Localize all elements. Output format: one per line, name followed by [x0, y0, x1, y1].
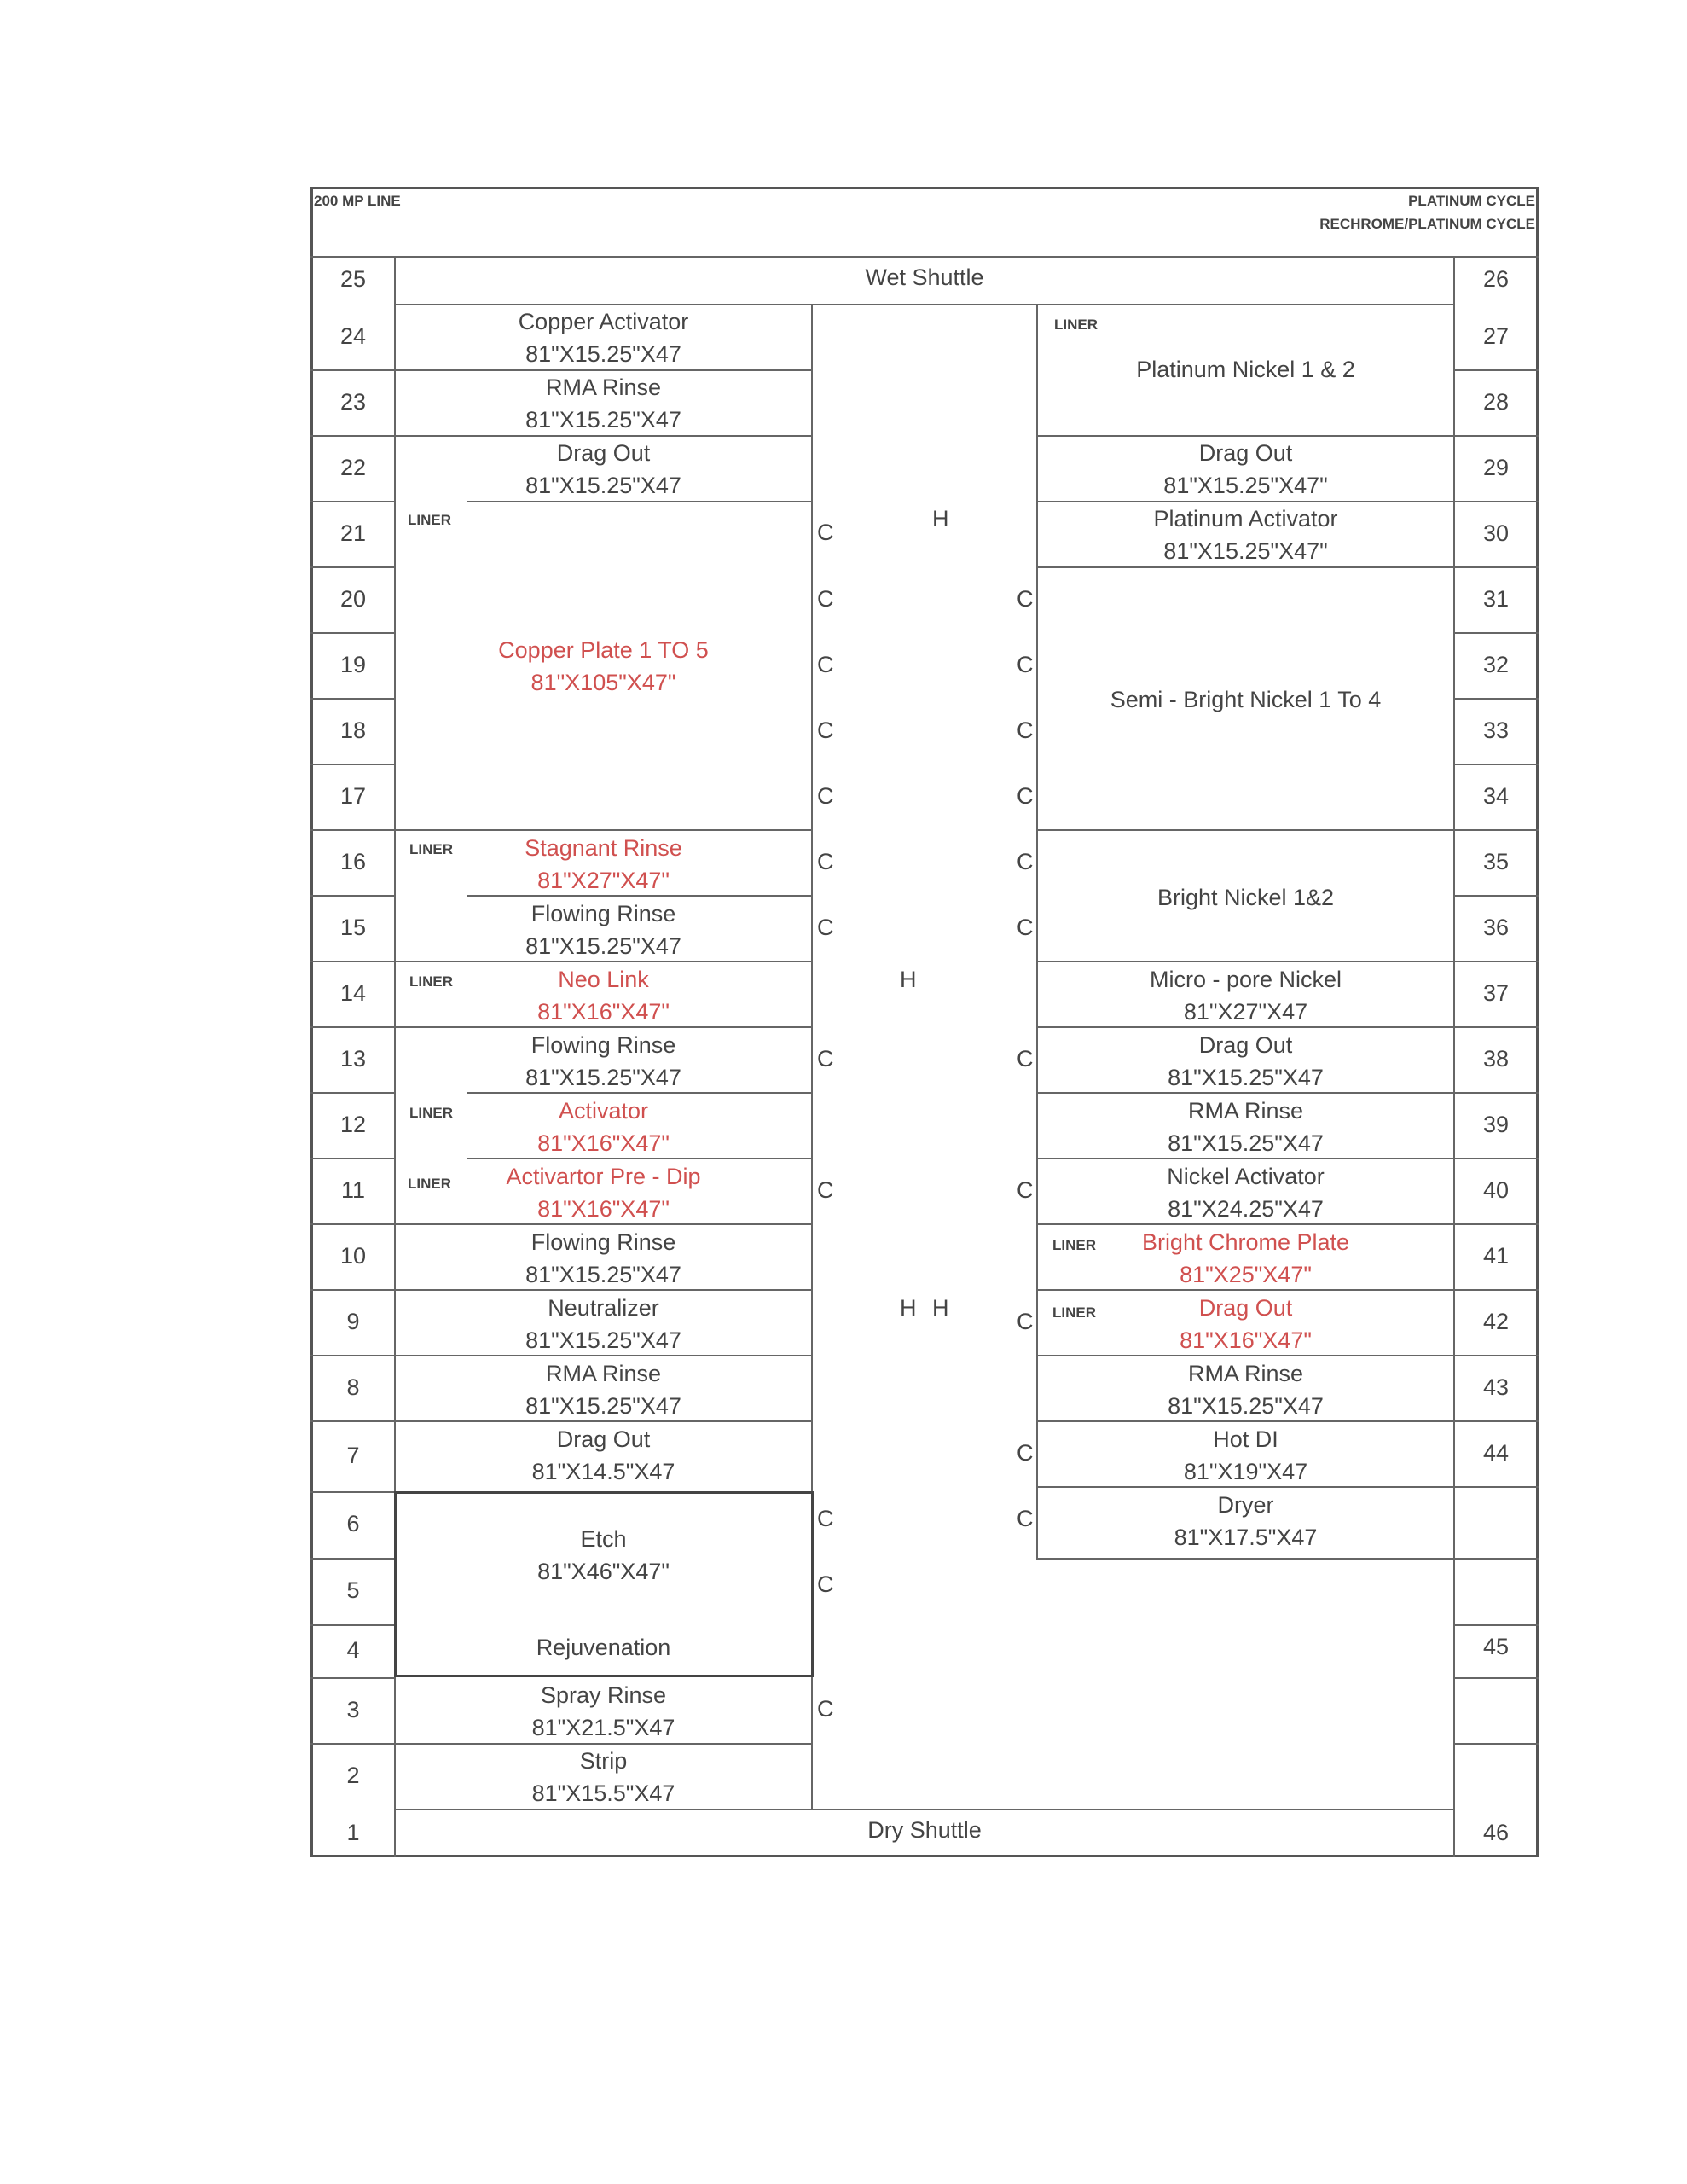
etch-box-top	[394, 1491, 813, 1494]
left-row-number: 14	[339, 979, 367, 1006]
left-tank-flowing-rinse-15: Flowing Rinse 81"X15.25"X47	[525, 901, 681, 959]
left-tank-activator-pre-dip: Activartor Pre - Dip 81"X16"X47"	[506, 1164, 701, 1222]
tank-divider	[394, 829, 813, 831]
tank-divider	[1036, 829, 1455, 831]
wet-shuttle: Wet Shuttle	[865, 264, 984, 290]
row-divider	[310, 764, 394, 765]
row-divider	[310, 501, 394, 502]
right-tank-rma-rinse-43: RMA Rinse 81"X15.25"X47	[1168, 1361, 1324, 1419]
right-row-number: 27	[1482, 322, 1510, 349]
right-tank-drag-out-29: Drag Out 81"X15.25"X47"	[1163, 440, 1328, 498]
right-row-number: 46	[1482, 1819, 1510, 1845]
c-marker: C	[817, 849, 834, 874]
right-row-number: 45	[1482, 1634, 1510, 1659]
liner-label-pre-dip: LINER	[408, 1176, 451, 1192]
h-marker: H	[900, 1295, 917, 1321]
left-tank-copper-plate: Copper Plate 1 TO 5 81"X105"X47"	[498, 637, 709, 695]
right-tank-platinum-nickel: Platinum Nickel 1 & 2	[1136, 357, 1355, 382]
c-marker: C	[817, 1506, 834, 1531]
liner-label-drag-out-42: LINER	[1052, 1304, 1096, 1321]
left-tank-spray-rinse: Spray Rinse 81"X21.5"X47	[531, 1682, 675, 1740]
header-divider	[310, 256, 1539, 258]
left-row-number: 9	[346, 1308, 360, 1334]
liner-label-platinum-nickel: LINER	[1054, 317, 1098, 333]
etch-box-bottom	[394, 1675, 813, 1677]
row-divider	[310, 1355, 394, 1356]
right-row-number: 37	[1482, 979, 1510, 1006]
left-row-number: 6	[346, 1511, 360, 1536]
right-row-number: 44	[1482, 1439, 1510, 1466]
row-divider	[310, 1624, 394, 1626]
right-tank-hot-di: Hot DI 81"X19"X47	[1183, 1426, 1308, 1484]
row-divider	[310, 1158, 394, 1159]
c-marker: C	[817, 520, 834, 545]
left-tank-rma-rinse-8: RMA Rinse 81"X15.25"X47	[525, 1361, 681, 1419]
row-divider	[1455, 961, 1539, 962]
row-divider	[1455, 1092, 1539, 1094]
c-marker: C	[817, 783, 834, 809]
tank-divider	[1036, 961, 1455, 962]
c-marker: C	[1017, 586, 1034, 612]
right-tank-micro-pore-nickel: Micro - pore Nickel 81"X27"X47	[1149, 967, 1342, 1025]
left-tank-activator: Activator 81"X16"X47"	[537, 1098, 670, 1156]
row-divider	[310, 1558, 394, 1560]
row-divider	[1455, 764, 1539, 765]
left-row-number: 17	[339, 782, 367, 809]
right-tank-bright-nickel: Bright Nickel 1&2	[1157, 885, 1335, 910]
row-divider	[310, 961, 394, 962]
etch-box-right	[811, 1491, 814, 1677]
c-marker: C	[1017, 1440, 1034, 1466]
line-title: 200 MP LINE	[314, 193, 401, 209]
right-tank-platinum-activator: Platinum Activator 81"X15.25"X47"	[1153, 506, 1338, 564]
left-row-number: 24	[339, 322, 367, 349]
liner-label-bright-chrome: LINER	[1052, 1237, 1096, 1253]
liner-label-stagnant-rinse: LINER	[409, 841, 453, 857]
row-divider	[1455, 1677, 1539, 1679]
row-divider	[310, 435, 394, 437]
left-row-number: 23	[339, 388, 367, 415]
c-marker: C	[817, 1571, 834, 1597]
row-divider	[310, 895, 394, 897]
right-row-number: 30	[1482, 520, 1510, 546]
right-row-number: 33	[1482, 717, 1510, 743]
c-marker: C	[817, 1177, 834, 1203]
row-divider	[310, 1677, 394, 1679]
left-row-number: 12	[339, 1111, 367, 1137]
right-row-number: 26	[1482, 266, 1510, 292]
c-marker: C	[1017, 1309, 1034, 1334]
row-divider	[1455, 1355, 1539, 1356]
row-divider	[1455, 1223, 1539, 1225]
c-marker: C	[1017, 849, 1034, 874]
cycle-label-1: PLATINUM CYCLE	[1408, 193, 1535, 209]
row-divider	[1455, 698, 1539, 700]
left-row-number: 18	[339, 717, 367, 743]
left-tank-stagnant-rinse: Stagnant Rinse 81"X27"X47"	[525, 835, 682, 893]
left-tank-drag-out: Drag Out 81"X15.25"X47	[525, 440, 681, 498]
left-row-number: 10	[339, 1242, 367, 1269]
tank-divider	[1036, 1558, 1455, 1560]
row-divider	[310, 1223, 394, 1225]
h-marker: H	[900, 967, 917, 992]
h-marker: H	[932, 506, 949, 531]
row-divider	[310, 1092, 394, 1094]
right-row-number: 39	[1482, 1111, 1510, 1137]
left-row-number: 8	[346, 1374, 360, 1400]
liner-label-activator: LINER	[409, 1105, 453, 1121]
left-row-number: 4	[346, 1637, 360, 1663]
left-tank-flowing-rinse-13: Flowing Rinse 81"X15.25"X47	[525, 1032, 681, 1090]
left-tank-strip: Strip 81"X15.5"X47	[531, 1748, 675, 1806]
row-divider	[1455, 829, 1539, 831]
left-row-number: 1	[346, 1819, 360, 1845]
row-divider	[1455, 1558, 1539, 1560]
row-divider	[1455, 369, 1539, 371]
left-row-number: 21	[339, 520, 367, 546]
left-row-number: 2	[346, 1762, 360, 1788]
right-tank-rma-rinse-39: RMA Rinse 81"X15.25"X47	[1168, 1098, 1324, 1156]
right-row-number: 38	[1482, 1045, 1510, 1072]
left-tank-neo-link: Neo Link 81"X16"X47"	[537, 967, 670, 1025]
c-marker: C	[1017, 1046, 1034, 1072]
cycle-label-2: RECHROME/PLATINUM CYCLE	[1319, 216, 1535, 232]
right-tank-dryer: Dryer 81"X17.5"X47	[1174, 1492, 1318, 1550]
left-tank-flowing-rinse-10: Flowing Rinse 81"X15.25"X47	[525, 1229, 681, 1287]
liner-label-copper-plate: LINER	[408, 512, 451, 528]
row-divider	[310, 1420, 394, 1422]
left-tank-neutralizer: Neutralizer 81"X15.25"X47	[525, 1295, 681, 1353]
row-divider	[1455, 895, 1539, 897]
right-row-number: 32	[1482, 651, 1510, 677]
right-tank-drag-out-42: Drag Out 81"X16"X47"	[1180, 1295, 1312, 1353]
row-divider	[1455, 1420, 1539, 1422]
row-divider	[310, 369, 394, 371]
c-marker: C	[817, 717, 834, 743]
left-row-number: 13	[339, 1045, 367, 1072]
left-row-number: 7	[346, 1442, 360, 1468]
right-row-number: 41	[1482, 1242, 1510, 1269]
left-row-number: 5	[346, 1577, 360, 1603]
row-divider	[310, 566, 394, 568]
left-row-number: 20	[339, 585, 367, 612]
left-row-number: 25	[339, 266, 367, 292]
row-divider	[1455, 566, 1539, 568]
row-divider	[310, 1491, 394, 1493]
left-tank-drag-out-7: Drag Out 81"X14.5"X47	[531, 1426, 675, 1484]
dry-shuttle: Dry Shuttle	[867, 1817, 982, 1843]
row-divider	[1455, 1624, 1539, 1626]
right-row-number: 29	[1482, 454, 1510, 480]
liner-label-neo-link: LINER	[409, 973, 453, 990]
right-row-number: 36	[1482, 914, 1510, 940]
left-row-number: 16	[339, 848, 367, 874]
row-divider	[1455, 501, 1539, 502]
row-divider	[1455, 1158, 1539, 1159]
row-divider	[1455, 1026, 1539, 1028]
left-row-number: 3	[346, 1696, 360, 1722]
left-tank-rejuvenation: Rejuvenation	[536, 1635, 671, 1660]
row-divider	[310, 829, 394, 831]
left-row-number: 15	[339, 914, 367, 940]
right-row-number: 35	[1482, 848, 1510, 874]
left-tank-rma-rinse: RMA Rinse 81"X15.25"X47	[525, 375, 681, 433]
row-divider	[1455, 1289, 1539, 1291]
right-row-number: 43	[1482, 1374, 1510, 1400]
left-row-number: 19	[339, 651, 367, 677]
row-divider	[1455, 1743, 1539, 1745]
right-row-number: 42	[1482, 1308, 1510, 1334]
row-divider	[310, 1743, 394, 1745]
row-divider	[1455, 632, 1539, 634]
c-marker: C	[817, 915, 834, 940]
c-marker: C	[817, 1696, 834, 1722]
row-divider	[310, 632, 394, 634]
row-divider	[310, 1289, 394, 1291]
right-row-number: 40	[1482, 1176, 1510, 1203]
c-marker: C	[1017, 717, 1034, 743]
right-tank-drag-out-38: Drag Out 81"X15.25"X47	[1168, 1032, 1324, 1090]
right-tank-nickel-activator: Nickel Activator 81"X24.25"X47	[1167, 1164, 1325, 1222]
row-divider	[310, 1026, 394, 1028]
c-marker: C	[817, 1046, 834, 1072]
c-marker: C	[1017, 1506, 1034, 1531]
c-marker: C	[1017, 1177, 1034, 1203]
c-marker: C	[1017, 652, 1034, 677]
c-marker: C	[1017, 783, 1034, 809]
right-tank-semi-bright-nickel: Semi - Bright Nickel 1 To 4	[1110, 687, 1382, 712]
c-marker: C	[817, 586, 834, 612]
right-tank-bright-chrome-plate: Bright Chrome Plate 81"X25"X47"	[1141, 1229, 1350, 1287]
c-marker: C	[817, 652, 834, 677]
right-row-number: 31	[1482, 585, 1510, 612]
row-divider	[1455, 1486, 1539, 1488]
row-divider	[310, 698, 394, 700]
left-tank-etch: Etch 81"X46"X47"	[537, 1526, 670, 1584]
row-divider	[1455, 435, 1539, 437]
h-marker: H	[932, 1295, 949, 1321]
left-row-number: 11	[340, 1176, 366, 1203]
right-row-number: 34	[1482, 782, 1510, 809]
c-marker: C	[1017, 915, 1034, 940]
right-row-number: 28	[1482, 388, 1510, 415]
left-row-number: 22	[339, 454, 367, 480]
left-tank-copper-activator: Copper Activator 81"X15.25"X47	[518, 309, 689, 367]
